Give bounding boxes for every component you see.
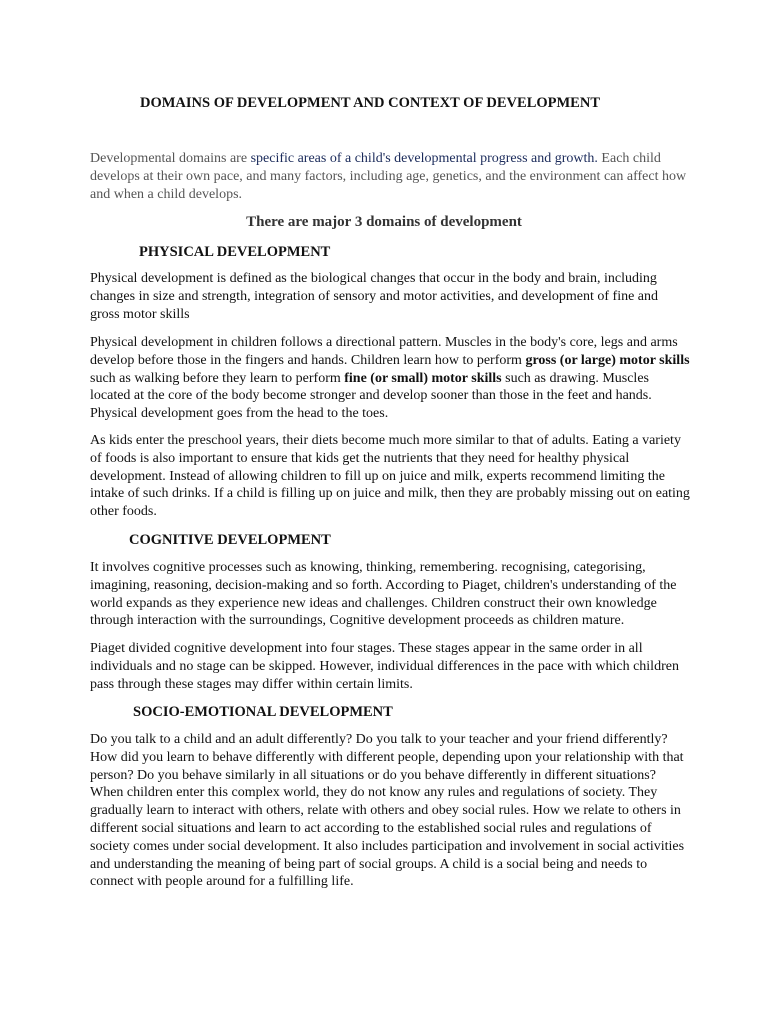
gross-motor-skills-term: gross (or large) motor skills [525,352,690,368]
fine-motor-skills-term: fine (or small) motor skills [344,370,502,386]
cognitive-paragraph-2: Piaget divided cognitive development into four stages. These stages appear in the same order in all individuals and no stage can be skipped. However, individual differences in the pace with which children pass through these stages may differ within certain limits. [90,641,679,692]
intro-highlight: specific areas of a child's developmental progress and growth. [250,151,598,166]
heading-cognitive: COGNITIVE DEVELOPMENT [129,532,331,548]
domains-subtitle: There are major 3 domains of development [246,214,522,230]
cognitive-paragraph-1: It involves cognitive processes such as knowing, thinking, remembering. recognising, categorising, imagining, reasoning, decision-making and so forth. According to Piaget, children's understanding of the world expands as they experience new ideas and challenges. Children construct their own knowledge through interaction with the surroundings, Cognitive development proceeds as children mature. [90,560,677,629]
physical-paragraph-3: As kids enter the preschool years, their diets become much more similar to that of adults. Eating a variety of foods is also important to ensure that kids get the nutrients that they need for healthy physical development. Instead of allowing children to fill up on juice and milk, experts recommend limiting the intake of such drinks. If a child is filling up on juice and milk, then they are probably missing out on eating other foods. [90,433,690,520]
physical-p2-text-b: such as walking before they learn to perform [90,370,345,386]
physical-paragraph-2 [90,334,690,423]
heading-physical: PHYSICAL DEVELOPMENT [139,244,331,260]
physical-p2-text-c: such as drawing. Muscles located at the core of the body become stronger and develop sooner than those in the feet and hands. Physical development goes from the head to the toes. [90,370,652,422]
intro-text-start: Developmental domains are [90,151,251,166]
physical-paragraph-1: Physical development is defined as the biological changes that occur in the body and brain, including changes in size and strength, integration of sensory and motor activities, and development of fine and gross motor skills [90,271,659,322]
socio-emotional-paragraph: Do you talk to a child and an adult differently? Do you talk to your teacher and your friend differently? How did you learn to behave differently with different people, depending upon your relationship with that person? Do you behave similarly in all situations or do you behave differently in different situations? When children enter this complex world, they do not know any rules and regulations of society. They gradually learn to interact with others, relate with others and obey social rules. How we relate to others in different social situations and learn to act according to the established social rules and regulations of society comes under social development. It also includes participation and involvement in social activities and understanding the meaning of being part of social groups. A child is a social being and needs to connect with people around for a fulfilling life. [90,732,685,890]
heading-socio-emotional: SOCIO-EMOTIONAL DEVELOPMENT [133,704,393,720]
intro-text-end: Each child develops at their own pace, and many factors, including age, genetics, and the environment can affect how and when a child develops. [90,151,687,202]
intro-paragraph [90,150,690,203]
document-title: DOMAINS OF DEVELOPMENT AND CONTEXT OF DEVELOPMENT [139,95,600,111]
physical-p2-text-a: Physical development in children follows a directional pattern. Muscles in the body's core, legs and arms develop before those in the fingers and hands. Children learn how to perform [90,335,678,368]
